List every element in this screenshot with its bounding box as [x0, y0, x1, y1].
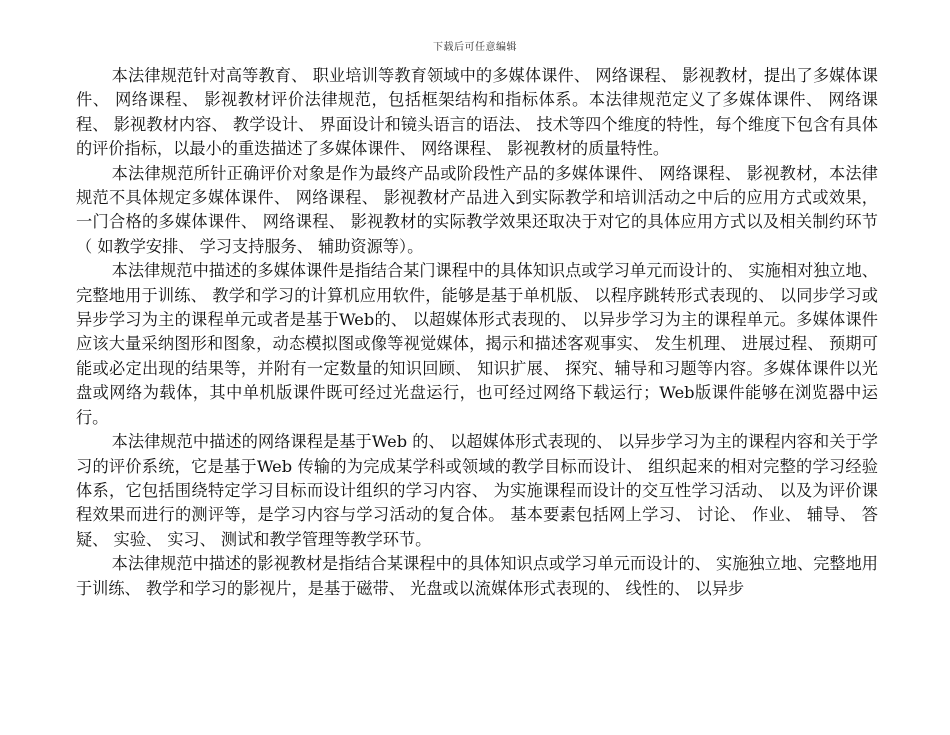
paragraph: 本法律规范针对高等教育、 职业培训等教育领域中的多媒体课件、 网络课程、 影视教材，提出了多媒体课件、 网络课程、 影视教材评价法律规范，包括框架结构和指标体系。本法律规范定义了多媒体课件、 网络课程、 影视教材内容、 教学设计、 界面设计和镜头语言的语法、 技术等四个维度的特性，每个维度下包含有具体的评价指标，以最小的重迭描述了多媒体课件、 网络课程、 影视教材的质量特性。	[76, 66, 878, 159]
paragraph: 本法律规范所针正确评价对象是作为最终产品或阶段性产品的多媒体课件、 网络课程、 影视教材，本法律规范不具体规定多媒体课件、 网络课程、 影视教材产品进入到实际教学和培训活动之中后的应用方式或效果，一门合格的多媒体课件、 网络课程、 影视教材的实际教学效果还取决于对它的具体应用方式以及相关制约环节（ 如教学安排、 学习支持服务、 辅助资源等）。	[76, 163, 878, 256]
paragraph: 本法律规范中描述的影视教材是指结合某课程中的具体知识点或学习单元而设计的、 实施独立地、完整地用于训练、 教学和学习的影视片，是基于磁带、 光盘或以流媒体形式表现的、 线性的、 以异步	[76, 554, 878, 598]
paragraph: 本法律规范中描述的网络课程是基于Web 的、 以超媒体形式表现的、 以异步学习为主的课程内容和关于学习的评价系统，它是基于Web 传输的为完成某学科或领域的教学目标而设计、 组织起来的相对完整的学习经验体系，它包括围绕特定学习目标而设计组织的学习内容、 为实施课程而设计的交互性学习活动、 以及为评价课程效果而进行的测评等，是学习内容与学习活动的复合体。 基本要素包括网上学习、 讨论、 作业、 辅导、 答疑、 实验、 实习、 测试和教学管理等教学环节。	[76, 432, 878, 549]
paragraph: 本法律规范中描述的多媒体课件是指结合某门课程中的具体知识点或学习单元而设计的、 实施相对独立地、 完整地用于训练、 教学和学习的计算机应用软件，能够是基于单机版、 以程序跳转形式表现的、 以同步学习或异步学习为主的课程单元或者是基于Web的、 以超媒体形式表现的、 以异步学习为主的课程单元。多媒体课件应该大量采纳图形和图象，动态模拟图或像等视觉媒体，揭示和描述客观事实、 发生机理、 进展过程、 预期可能或必定出现的结果等，并附有一定数量的知识回顾、 知识扩展、 探究、辅导和习题等内容。多媒体课件以光盘或网络为载体，其中单机版课件既可经过光盘运行，也可经过网络下载运行；Web版课件能够在浏览器中运行。	[76, 261, 878, 427]
page-header: 下载后可任意编辑	[433, 42, 517, 53]
document-body	[76, 64, 878, 601]
